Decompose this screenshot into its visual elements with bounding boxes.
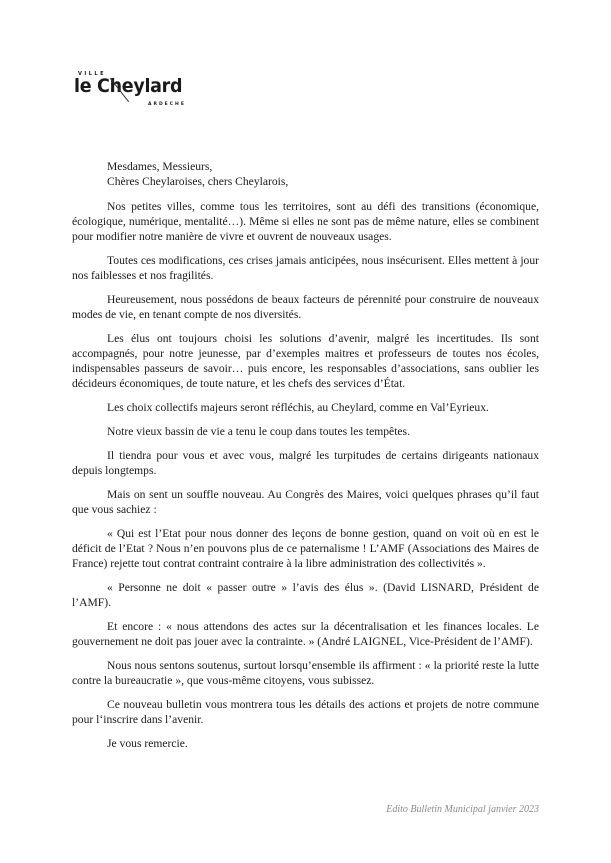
logo-region-text: ARDECHE	[148, 102, 186, 107]
paragraph: Nos petites villes, comme tous les territoires, sont au défi des transitions (économique, écologique, numérique, mentalité…). Même si elles ne sont pas de même nature, elles se combinent pour modifier notre manière de vivre et ouvrent de nouveaux usages.	[72, 200, 539, 243]
paragraph: Ce nouveau bulletin vous montrera tous les détails des actions et projets de notre commune pour l‘inscrire dans l’avenir.	[72, 698, 539, 726]
salutation-line-2: Chères Cheylaroises, chers Cheylarois,	[107, 175, 289, 188]
city-logo	[72, 70, 192, 110]
salutation	[107, 159, 539, 189]
paragraph: Notre vieux bassin de vie a tenu le coup dans toutes les tempêtes.	[107, 425, 410, 438]
paragraph: Nous nous sentons soutenus, surtout lorsqu’ensemble ils affirment : « la priorité reste la lutte contre la bureaucratie », que vous-même citoyens, vous subissez.	[72, 659, 539, 687]
salutation-line-1: Mesdames, Messieurs,	[107, 160, 213, 173]
paragraph: Il tiendra pour vous et avec vous, malgré les turpitudes de certains dirigeants nationaux depuis longtemps.	[72, 449, 539, 477]
paragraph: « Qui est l’Etat pour nous donner des leçons de bonne gestion, quand on voit où en est le déficit de l’Etat ? Nous n’en pouvons plus de ce paternalisme ! L’AMF (Associations des Maires de France) rejette tout contrat contraint contraire à la libre administration des collectivités ».	[72, 527, 539, 570]
paragraph: Mais on sent un souffle nouveau. Au Congrès des Maires, voici quelques phrases qu’il faut que vous sachiez :	[72, 488, 539, 516]
closing-paragraph: Je vous remercie.	[107, 737, 188, 750]
paragraph: Et encore : « nous attendons des actes sur la décentralisation et les finances locales. Le gouvernement ne doit pas jouer avec la contrainte. » (André LAIGNEL, Vice-Président de l’AMF).	[72, 620, 539, 648]
paragraph: Les élus ont toujours choisi les solutions d’avenir, malgré les incertitudes. Ils sont accompagnés, pour notre jeunesse, par d’exemples maitres et professeurs de toutes nos écoles, indispensables passeurs de savoir… puis encore, les responsables d’associations, sans oublier les décideurs économiques, de toute nature, et les chefs des services d’État.	[72, 332, 539, 390]
paragraph: Toutes ces modifications, ces crises jamais anticipées, nous insécurisent. Elles mettent à jour nos faiblesses et nos fragilités.	[72, 254, 539, 282]
paragraph: « Personne ne doit « passer outre » l’avis des élus ». (David LISNARD, Président de l’AMF).	[72, 581, 539, 609]
logo-name-text: le Cheylard	[74, 76, 183, 98]
logo-ville-text: VILLE	[78, 71, 107, 77]
letter-body	[72, 159, 539, 760]
paragraph: Les choix collectifs majeurs seront réfléchis, au Cheylard, comme en Val’Eyrieux.	[107, 401, 489, 414]
page-footer: Edito Bulletin Municipal janvier 2023	[386, 804, 539, 815]
paragraph: Heureusement, nous possédons de beaux facteurs de pérennité pour construire de nouveaux modes de vie, en tenant compte de nos diversités.	[72, 293, 539, 321]
